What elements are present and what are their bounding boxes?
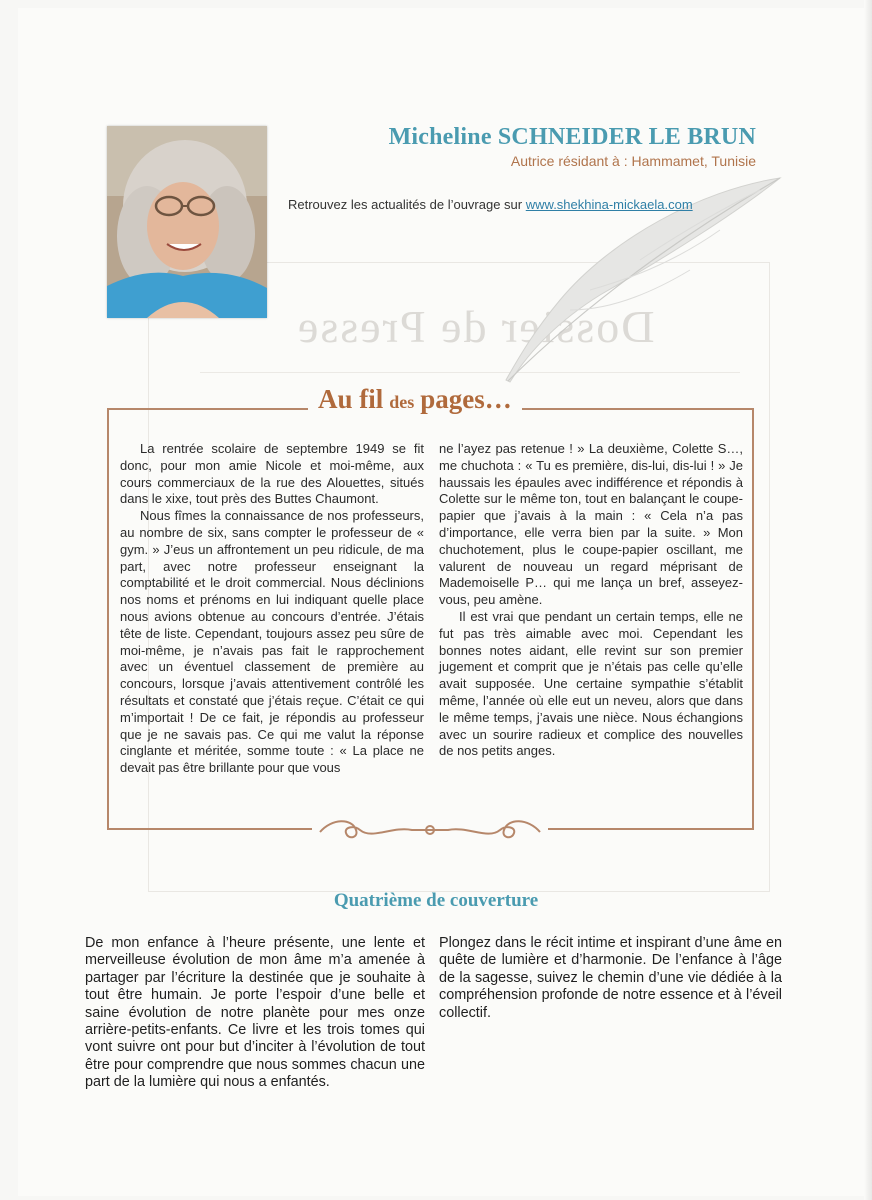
excerpt-paragraph: ne l’ayez pas retenue ! » La deuxième, Colette S…, me chuchota : « Tu es première, dis-lui, dis-lui ! » Je haussais les épaules avec indifférence et répondis à Colette sur le même ton, tout en balançant le coupe-papier que j’avais à la main : « Cela n’a pas d’importance, elle verra bien par la suite. » Mon chuchotement, plus le coupe-papier oscillant, me valurent de nouveau un regard méprisant de Mademoiselle P… qui me lança un bref, asseyez-vous, peu amène. [439, 441, 743, 608]
excerpt-paragraph: Il est vrai que pendant un certain temps, elle ne fut pas très aimable avec moi. Cependant les bonnes notes aidant, elle revint sur son premier jugement et comprit que je n’étais pas celle qu’elle avait supposée. Une certaine sympathie s’établit même, l’année où elle eut un neveu, alors que dans le même temps, j’avais une nièce. Nous échangions avec un sourire radieux et complice des nouvelles de nos petits anges. [439, 608, 743, 759]
back-cover-left-text: De mon enfance à l’heure présente, une lente et merveilleuse évolution de mon âme m’a amenée à partager par l’écriture la destinée que je souhaite à tout être humain. Je porte l’espoir d’une belle et saine évolution de notre planète pour mes onze arrière-petits-enfants. Ce livre et les trois tomes qui vont suivre ont pour but d’inciter à l’évolution de tout être pour comprendre que nous sommes chacun une part de la lumière qui nous a enfantés. [85, 935, 425, 1091]
author-name: Micheline SCHNEIDER LE BRUN [388, 124, 756, 150]
scroll-ornament-icon [312, 816, 548, 844]
author-photo [107, 126, 267, 318]
author-website-line [288, 197, 693, 212]
excerpt-left-column [120, 441, 424, 777]
excerpt-paragraph: La rentrée scolaire de septembre 1949 se fit donc, pour mon amie Nicole et moi-même, aux cours commerciaux de la rue des Alouettes, situés dans le xixe, tout près des Buttes Chaumont. [120, 441, 424, 507]
excerpt-paragraph: Nous fîmes la connaissance de nos professeurs, au nombre de six, sans compter le professeur de « gym. » J’eus un affrontement un peu ridicule, de ma part, avec notre professeur enseignant la comptabilité et le droit commercial. Nous déclinions nos noms et prénoms en lui indiquant quelle place nous avions obtenue au concours d’entrée. J’étais tête de liste. Cependant, toujours assez peu sûre de moi-même, je n’avais pas fait le rapprochement avec un éventuel classement de première au concours, lorsque j’avais attentivement contrôlé les résultats et constaté que j’étais reçue. C’était ce qui m’importait ! De ce fait, je répondis au professeur que je ne savais pas. Ce qui me valut la réponse cinglante et méritée, somme toute : « La place ne devait pas être brillante pour que vous [120, 508, 424, 776]
scan-edge [864, 0, 872, 1200]
back-cover-title: Quatrième de couverture [333, 890, 539, 911]
bleed-through-title: Dossier de Presse [296, 301, 655, 352]
author-residence: Autrice résidant à : Hammamet, Tunisie [510, 153, 756, 169]
excerpt-title: Au fil des pages… [308, 384, 522, 415]
website-link[interactable]: www.shekhina-mickaela.com [525, 197, 693, 212]
excerpt-right-column [439, 441, 743, 760]
website-prefix: Retrouvez les actualités de l’ouvrage sur [288, 197, 523, 212]
author-portrait-illustration [107, 126, 267, 318]
back-cover-right-text: Plongez dans le récit intime et inspirant d’une âme en quête de lumière et d’harmonie. De l’enfance à l’âge de la sagesse, suivez le chemin d’une vie dédiée à la compréhension profonde de notre essence et à l’éveil collectif. [439, 935, 782, 1021]
